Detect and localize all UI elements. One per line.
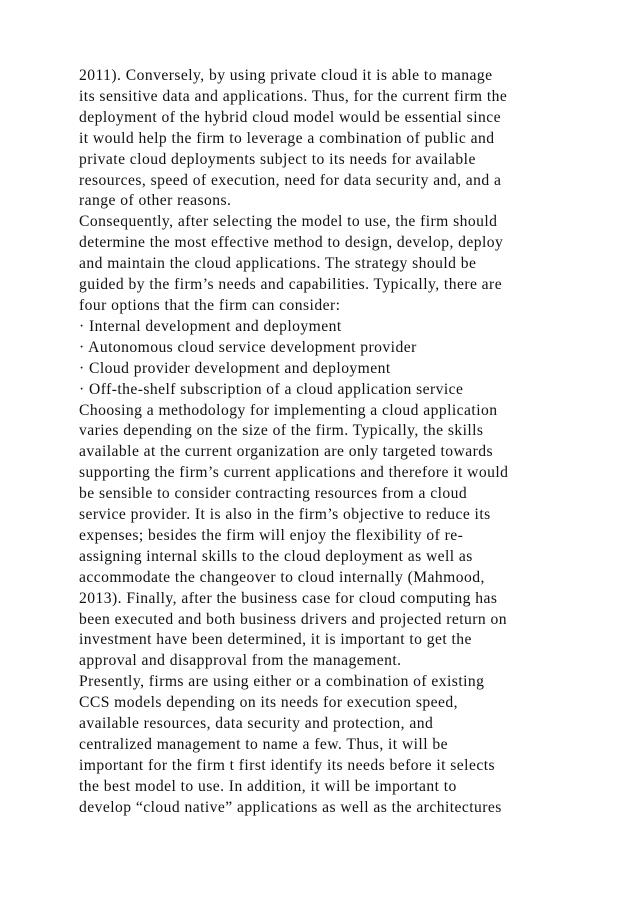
text-line: Presently, firms are using either or a combination of existing <box>79 673 485 691</box>
list-item: · Internal development and deployment <box>79 317 342 335</box>
text-line: resources, speed of execution, need for data security and, and a <box>79 171 502 189</box>
text-line: approval and disapproval from the management. <box>79 652 402 670</box>
text-line: CCS models depending on its needs for execution speed, <box>79 694 458 712</box>
text-line: important for the firm t first identify its needs before it selects <box>79 756 495 774</box>
list-item: · Autonomous cloud service development provider <box>79 338 417 356</box>
text-line: varies depending on the size of the firm. Typically, the skills <box>79 422 484 440</box>
text-line: guided by the firm’s needs and capabilities. Typically, there are <box>79 276 503 294</box>
text-line: and maintain the cloud applications. The strategy should be <box>79 255 477 273</box>
text-line: assigning internal skills to the cloud deployment as well as <box>79 547 473 565</box>
text-line: 2011). Conversely, by using private cloud it is able to manage <box>79 67 493 84</box>
text-line: service provider. It is also in the firm’s objective to reduce its <box>79 506 491 524</box>
text-line: it would help the firm to leverage a combination of public and <box>79 129 495 147</box>
text-line: supporting the firm’s current applications and therefore it would <box>79 464 509 482</box>
text-line: Consequently, after selecting the model to use, the firm should <box>79 213 498 231</box>
text-line: been executed and both business drivers and projected return on <box>79 610 508 628</box>
text-line: range of other reasons. <box>79 192 232 210</box>
text-line: available at the current organization are only targeted towards <box>79 443 493 461</box>
text-line: be sensible to consider contracting resources from a cloud <box>79 485 468 503</box>
text-line: the best model to use. In addition, it will be important to <box>79 777 457 795</box>
text-line: centralized management to name a few. Thus, it will be <box>79 736 448 753</box>
text-line: accommodate the changeover to cloud internally (Mahmood, <box>79 568 485 586</box>
text-line: investment have been determined, it is important to get the <box>79 631 472 649</box>
text-line: 2013). Finally, after the business case for cloud computing has <box>79 589 498 607</box>
list-item: · Off-the-shelf subscription of a cloud application service <box>79 380 464 398</box>
text-line: its sensitive data and applications. Thus, for the current firm the <box>79 87 508 105</box>
text-line: four options that the firm can consider: <box>79 296 341 314</box>
text-line: expenses; besides the firm will enjoy the flexibility of re- <box>79 526 464 544</box>
text-line: deployment of the hybrid cloud model would be essential since <box>79 108 501 126</box>
text-line: available resources, data security and protection, and <box>79 715 434 733</box>
text-line: develop “cloud native” applications as well as the architectures <box>79 798 502 816</box>
document-body <box>79 66 619 819</box>
text-line: Choosing a methodology for implementing a cloud application <box>79 401 498 419</box>
list-item: · Cloud provider development and deployment <box>79 359 391 377</box>
text-line: determine the most effective method to design, develop, deploy <box>79 234 504 252</box>
text-line: private cloud deployments subject to its needs for available <box>79 150 476 168</box>
